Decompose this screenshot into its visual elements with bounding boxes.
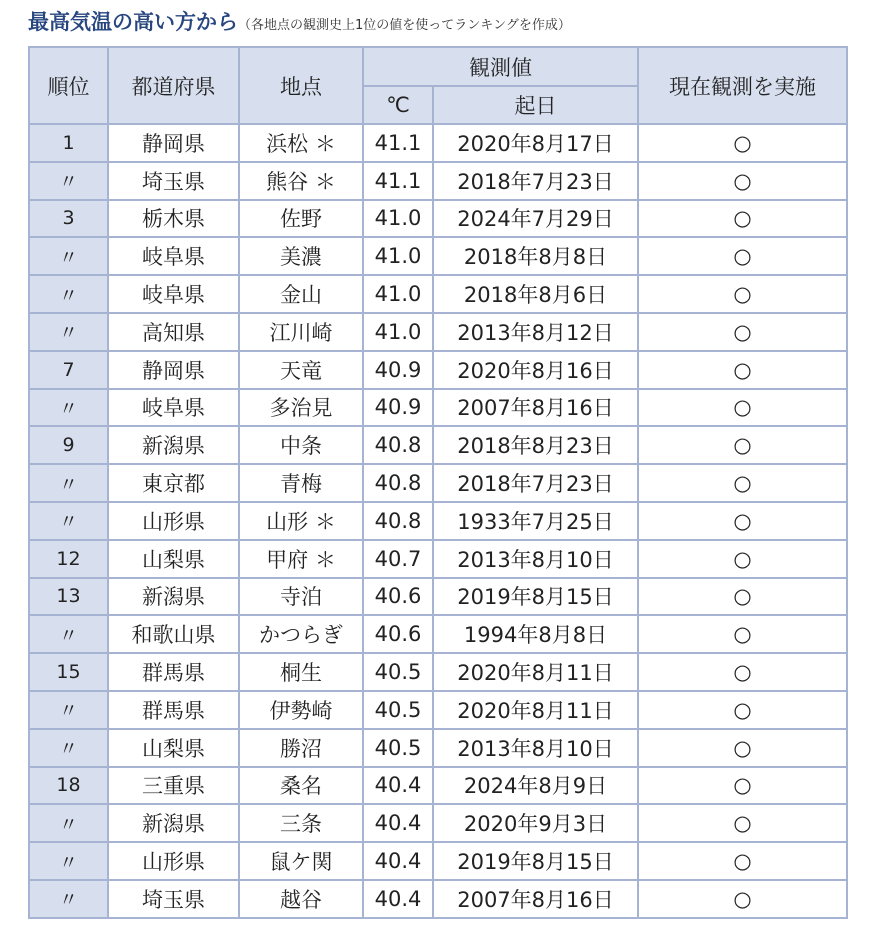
- header-prefecture: 都道府県: [108, 47, 239, 124]
- cell-date: 2013年8月10日: [433, 729, 638, 767]
- cell-active: ○: [638, 351, 847, 389]
- cell-temperature: 41.0: [363, 275, 433, 313]
- cell-date: 2019年8月15日: [433, 578, 638, 616]
- table-row: [29, 464, 847, 502]
- cell-station: 美濃: [239, 237, 363, 275]
- title-main: 最高気温の高い方から: [28, 10, 238, 34]
- cell-active: ○: [638, 880, 847, 918]
- cell-prefecture: 新潟県: [108, 804, 239, 842]
- cell-date: 1933年7月25日: [433, 502, 638, 540]
- cell-prefecture: 群馬県: [108, 691, 239, 729]
- cell-rank: 〃: [29, 842, 108, 880]
- cell-rank: 18: [29, 767, 108, 805]
- cell-temperature: 41.0: [363, 200, 433, 238]
- cell-temperature: 40.8: [363, 502, 433, 540]
- cell-active: ○: [638, 313, 847, 351]
- cell-active: ○: [638, 464, 847, 502]
- cell-temperature: 40.6: [363, 578, 433, 616]
- cell-station: 甲府 ＊: [239, 540, 363, 578]
- cell-prefecture: 新潟県: [108, 426, 239, 464]
- cell-active: ○: [638, 540, 847, 578]
- cell-active: ○: [638, 767, 847, 805]
- table-row: [29, 691, 847, 729]
- table-row: [29, 540, 847, 578]
- table-row: [29, 351, 847, 389]
- table-row: [29, 729, 847, 767]
- cell-station: 伊勢崎: [239, 691, 363, 729]
- cell-station: 江川崎: [239, 313, 363, 351]
- cell-rank: 12: [29, 540, 108, 578]
- cell-station: かつらぎ: [239, 615, 363, 653]
- cell-prefecture: 岐阜県: [108, 237, 239, 275]
- cell-rank: 7: [29, 351, 108, 389]
- cell-temperature: 40.5: [363, 653, 433, 691]
- cell-prefecture: 栃木県: [108, 200, 239, 238]
- cell-rank: 〃: [29, 162, 108, 200]
- cell-active: ○: [638, 653, 847, 691]
- cell-station: 桑名: [239, 767, 363, 805]
- cell-prefecture: 岐阜県: [108, 275, 239, 313]
- cell-temperature: 40.5: [363, 729, 433, 767]
- cell-prefecture: 新潟県: [108, 578, 239, 616]
- cell-temperature: 40.4: [363, 767, 433, 805]
- table-row: [29, 615, 847, 653]
- table-row: [29, 389, 847, 427]
- cell-prefecture: 埼玉県: [108, 162, 239, 200]
- table-row: [29, 162, 847, 200]
- cell-date: 2018年7月23日: [433, 162, 638, 200]
- cell-temperature: 40.8: [363, 426, 433, 464]
- cell-rank: 〃: [29, 313, 108, 351]
- cell-date: 2007年8月16日: [433, 389, 638, 427]
- cell-prefecture: 山梨県: [108, 729, 239, 767]
- cell-temperature: 40.7: [363, 540, 433, 578]
- cell-rank: 〃: [29, 389, 108, 427]
- page-title: [28, 6, 571, 36]
- cell-date: 2018年8月23日: [433, 426, 638, 464]
- cell-active: ○: [638, 578, 847, 616]
- cell-active: ○: [638, 162, 847, 200]
- table-row: [29, 653, 847, 691]
- cell-temperature: 40.4: [363, 842, 433, 880]
- cell-prefecture: 山形県: [108, 502, 239, 540]
- cell-station: 多治見: [239, 389, 363, 427]
- cell-prefecture: 群馬県: [108, 653, 239, 691]
- cell-active: ○: [638, 389, 847, 427]
- cell-rank: 〃: [29, 880, 108, 918]
- cell-rank: 9: [29, 426, 108, 464]
- cell-station: 青梅: [239, 464, 363, 502]
- cell-temperature: 40.8: [363, 464, 433, 502]
- cell-active: ○: [638, 615, 847, 653]
- cell-rank: 〃: [29, 502, 108, 540]
- cell-prefecture: 山梨県: [108, 540, 239, 578]
- cell-station: 浜松 ＊: [239, 124, 363, 162]
- table-row: [29, 804, 847, 842]
- cell-active: ○: [638, 729, 847, 767]
- cell-station: 勝沼: [239, 729, 363, 767]
- cell-date: 2018年8月6日: [433, 275, 638, 313]
- table-row: [29, 502, 847, 540]
- cell-temperature: 41.1: [363, 124, 433, 162]
- table-row: [29, 426, 847, 464]
- table-row: [29, 313, 847, 351]
- table-row: [29, 124, 847, 162]
- cell-station: 山形 ＊: [239, 502, 363, 540]
- header-celsius: ℃: [363, 86, 433, 124]
- cell-station: 天竜: [239, 351, 363, 389]
- cell-active: ○: [638, 804, 847, 842]
- cell-temperature: 41.0: [363, 237, 433, 275]
- cell-station: 熊谷 ＊: [239, 162, 363, 200]
- cell-date: 2018年8月8日: [433, 237, 638, 275]
- cell-prefecture: 静岡県: [108, 351, 239, 389]
- cell-date: 2007年8月16日: [433, 880, 638, 918]
- cell-station: 金山: [239, 275, 363, 313]
- cell-station: 三条: [239, 804, 363, 842]
- cell-date: 2020年8月11日: [433, 653, 638, 691]
- temperature-ranking-table: [28, 46, 848, 919]
- cell-rank: 〃: [29, 615, 108, 653]
- table-row: [29, 767, 847, 805]
- cell-date: 2013年8月10日: [433, 540, 638, 578]
- cell-station: 鼠ケ関: [239, 842, 363, 880]
- cell-prefecture: 静岡県: [108, 124, 239, 162]
- cell-rank: 3: [29, 200, 108, 238]
- table-row: [29, 275, 847, 313]
- cell-prefecture: 東京都: [108, 464, 239, 502]
- cell-rank: 1: [29, 124, 108, 162]
- header-active: 現在観測を実施: [638, 47, 847, 124]
- cell-active: ○: [638, 124, 847, 162]
- cell-temperature: 41.1: [363, 162, 433, 200]
- cell-station: 桐生: [239, 653, 363, 691]
- cell-rank: 〃: [29, 691, 108, 729]
- cell-prefecture: 三重県: [108, 767, 239, 805]
- cell-active: ○: [638, 237, 847, 275]
- cell-temperature: 40.6: [363, 615, 433, 653]
- cell-rank: 〃: [29, 237, 108, 275]
- table-row: [29, 842, 847, 880]
- table-row: [29, 578, 847, 616]
- cell-temperature: 40.5: [363, 691, 433, 729]
- cell-prefecture: 山形県: [108, 842, 239, 880]
- cell-date: 2013年8月12日: [433, 313, 638, 351]
- table-row: [29, 880, 847, 918]
- cell-temperature: 41.0: [363, 313, 433, 351]
- cell-date: 2019年8月15日: [433, 842, 638, 880]
- cell-active: ○: [638, 691, 847, 729]
- cell-prefecture: 埼玉県: [108, 880, 239, 918]
- cell-rank: 15: [29, 653, 108, 691]
- table-row: [29, 237, 847, 275]
- cell-temperature: 40.4: [363, 880, 433, 918]
- cell-active: ○: [638, 200, 847, 238]
- header-date: 起日: [433, 86, 638, 124]
- header-observed: 観測値: [363, 47, 638, 86]
- cell-rank: 〃: [29, 275, 108, 313]
- cell-active: ○: [638, 426, 847, 464]
- cell-station: 寺泊: [239, 578, 363, 616]
- cell-date: 2018年7月23日: [433, 464, 638, 502]
- cell-date: 2020年8月11日: [433, 691, 638, 729]
- cell-active: ○: [638, 842, 847, 880]
- cell-rank: 13: [29, 578, 108, 616]
- cell-rank: 〃: [29, 804, 108, 842]
- cell-temperature: 40.4: [363, 804, 433, 842]
- cell-date: 2020年9月3日: [433, 804, 638, 842]
- cell-date: 2024年7月29日: [433, 200, 638, 238]
- cell-temperature: 40.9: [363, 351, 433, 389]
- title-sub: （各地点の観測史上1位の値を使ってランキングを作成）: [238, 18, 571, 33]
- cell-prefecture: 高知県: [108, 313, 239, 351]
- cell-rank: 〃: [29, 729, 108, 767]
- header-station: 地点: [239, 47, 363, 124]
- cell-date: 2024年8月9日: [433, 767, 638, 805]
- cell-rank: 〃: [29, 464, 108, 502]
- table-row: [29, 200, 847, 238]
- cell-prefecture: 和歌山県: [108, 615, 239, 653]
- cell-prefecture: 岐阜県: [108, 389, 239, 427]
- cell-station: 中条: [239, 426, 363, 464]
- cell-date: 2020年8月16日: [433, 351, 638, 389]
- cell-station: 越谷: [239, 880, 363, 918]
- cell-active: ○: [638, 502, 847, 540]
- cell-active: ○: [638, 275, 847, 313]
- cell-date: 1994年8月8日: [433, 615, 638, 653]
- header-rank: 順位: [29, 47, 108, 124]
- cell-station: 佐野: [239, 200, 363, 238]
- cell-date: 2020年8月17日: [433, 124, 638, 162]
- cell-temperature: 40.9: [363, 389, 433, 427]
